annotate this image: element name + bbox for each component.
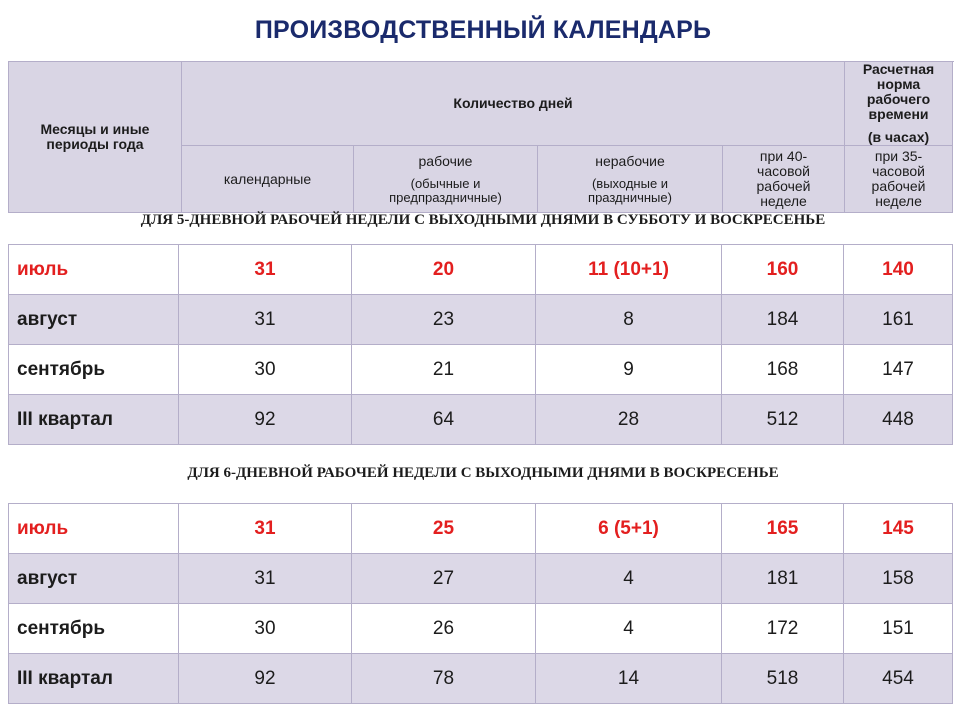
header-table	[8, 61, 953, 213]
table-row	[9, 654, 953, 704]
header-working-label: рабочие	[418, 152, 473, 169]
table-row	[9, 295, 953, 345]
row-value: 6 (5+1)	[536, 504, 722, 554]
row-period: сентябрь	[9, 345, 179, 395]
row-value: 28	[536, 395, 722, 445]
row-value: 448	[844, 395, 953, 445]
row-value: 4	[536, 554, 722, 604]
header-calendar: календарные	[182, 146, 354, 213]
row-value: 165	[722, 504, 844, 554]
row-value: 181	[722, 554, 844, 604]
row-value: 23	[352, 295, 536, 345]
row-value: 27	[352, 554, 536, 604]
row-period: август	[9, 554, 179, 604]
header-nonworking-label: нерабочие	[595, 152, 665, 169]
row-value: 147	[844, 345, 953, 395]
row-value: 168	[722, 345, 844, 395]
row-period: III квартал	[9, 654, 179, 704]
table-6day	[8, 503, 953, 704]
table-row	[9, 504, 953, 554]
row-value: 20	[352, 245, 536, 295]
row-value: 31	[179, 554, 352, 604]
row-value: 31	[179, 245, 352, 295]
header-norm	[845, 62, 953, 146]
row-value: 151	[844, 604, 953, 654]
table-row	[9, 245, 953, 295]
row-value: 512	[722, 395, 844, 445]
row-value: 160	[722, 245, 844, 295]
row-value: 25	[352, 504, 536, 554]
row-value: 145	[844, 504, 953, 554]
row-value: 161	[844, 295, 953, 345]
table-row	[9, 395, 953, 445]
row-value: 9	[536, 345, 722, 395]
row-value: 11 (10+1)	[536, 245, 722, 295]
row-value: 92	[179, 654, 352, 704]
header-periods: Месяцы и иные периоды года	[9, 62, 182, 213]
row-value: 518	[722, 654, 844, 704]
table-5day	[8, 244, 953, 445]
row-value: 26	[352, 604, 536, 654]
row-value: 172	[722, 604, 844, 654]
row-value: 30	[179, 345, 352, 395]
header-40h: при 40-часовой рабочей неделе	[723, 146, 845, 213]
row-value: 78	[352, 654, 536, 704]
row-period: август	[9, 295, 179, 345]
row-value: 14	[536, 654, 722, 704]
row-value: 31	[179, 504, 352, 554]
row-value: 92	[179, 395, 352, 445]
header-35h: при 35-часовой рабочей неделе	[845, 146, 953, 213]
row-value: 4	[536, 604, 722, 654]
row-period: июль	[9, 504, 179, 554]
row-value: 454	[844, 654, 953, 704]
table-6day-body	[9, 504, 953, 704]
row-period: III квартал	[9, 395, 179, 445]
row-value: 21	[352, 345, 536, 395]
row-period: июль	[9, 245, 179, 295]
row-period: сентябрь	[9, 604, 179, 654]
row-value: 31	[179, 295, 352, 345]
row-value: 158	[844, 554, 953, 604]
header-working	[354, 146, 538, 213]
row-value: 184	[722, 295, 844, 345]
table-5day-body	[9, 245, 953, 445]
row-value: 8	[536, 295, 722, 345]
page-title: ПРОИЗВОДСТВЕННЫЙ КАЛЕНДАРЬ	[254, 16, 712, 44]
row-value: 64	[352, 395, 536, 445]
table-row	[9, 604, 953, 654]
header-norm-line1: Расчетная норма рабочего времени	[862, 61, 935, 122]
row-value: 30	[179, 604, 352, 654]
table-row	[9, 345, 953, 395]
header-norm-line2: (в часах)	[867, 129, 930, 145]
row-value: 140	[844, 245, 953, 295]
section-6day-title: ДЛЯ 6-ДНЕВНОЙ РАБОЧЕЙ НЕДЕЛИ С ВЫХОДНЫМИ ДНЯМИ В ВОСКРЕСЕНЬЕ	[187, 465, 779, 481]
header-days-count: Количество дней	[182, 62, 845, 146]
table-row	[9, 554, 953, 604]
header-working-note: (обычные и предпраздничные)	[389, 175, 502, 205]
section-5day-title: ДЛЯ 5-ДНЕВНОЙ РАБОЧЕЙ НЕДЕЛИ С ВЫХОДНЫМИ ДНЯМИ В СУББОТУ И ВОСКРЕСЕНЬЕ	[140, 212, 826, 228]
header-nonworking	[538, 146, 723, 213]
header-nonworking-note: (выходные и праздничные)	[588, 175, 672, 205]
